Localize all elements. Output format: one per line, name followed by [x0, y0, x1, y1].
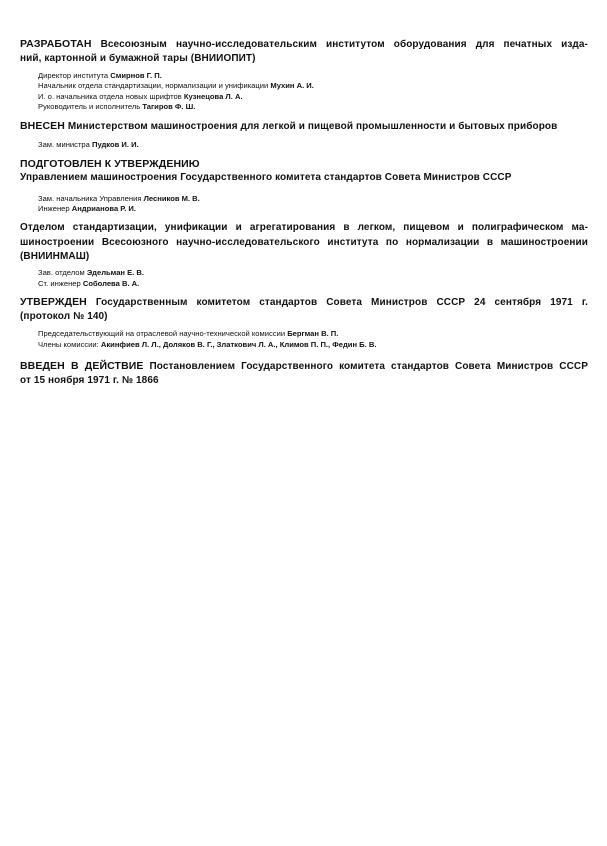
razrabotan-keyword: РАЗРАБОТАН	[20, 38, 92, 50]
name: Эдельман Е. В.	[86, 268, 144, 277]
otdelom-line-3: (ВНИИНМАШ)	[20, 251, 90, 262]
role: Зам. министра	[38, 140, 90, 149]
person-line	[38, 92, 243, 101]
person-line	[38, 140, 139, 149]
role: Председательствующий на отраслевой научно-технической комиссии	[38, 329, 286, 338]
role: Директор института	[38, 71, 109, 80]
utverzhden-keyword: УТВЕРЖДЕН	[20, 296, 87, 308]
podgotovlen-heading	[20, 158, 200, 170]
razrabotan-text: Всесоюзным научно-исследовательским институтом оборудования для печатных изда-	[100, 39, 588, 50]
role: Зав. отделом	[38, 268, 85, 277]
name: Акинфиев Л. Л., Доляков В. Г., Златкович Л. А., Климов П. П., Федин Б. В.	[100, 340, 377, 349]
name: Бергман В. П.	[287, 329, 339, 338]
person-line	[38, 340, 376, 349]
person-line	[38, 268, 144, 277]
name: Соболева В. А.	[82, 279, 140, 288]
vveden-keyword: ВВЕДЕН В ДЕЙСТВИЕ	[20, 360, 144, 372]
name: Мухин А. И.	[270, 81, 314, 90]
role: Члены комиссии:	[38, 340, 99, 349]
vveden-line-1	[20, 360, 588, 372]
role: Зам. начальника Управления	[38, 194, 142, 203]
razrabotan-line-2: ний, картонной и бумажной тары (ВНИИОПИТ)	[20, 53, 256, 64]
role: Начальник отдела стандартизации, нормализации и унификации	[38, 81, 269, 90]
utverzhden-line-1	[20, 296, 588, 308]
role: И. о. начальника отдела новых шрифтов	[38, 92, 182, 101]
name: Пудков И. И.	[92, 140, 139, 149]
vveden-line-2: от 15 ноября 1971 г. № 1866	[20, 375, 159, 386]
vnesen-text: Министерством машиностроения для легкой и пищевой промышленности и бытовых приборов	[67, 121, 558, 132]
podgotovlen-line-1: Управлением машиностроения Государственного комитета стандартов Совета Министров СССР	[20, 172, 512, 183]
role: Руководитель и исполнитель	[38, 102, 141, 111]
person-line	[38, 204, 136, 213]
person-line	[38, 194, 200, 203]
person-line	[38, 329, 338, 338]
person-line	[38, 279, 139, 288]
utverzhden-text: Государственным комитетом стандартов Совета Министров СССР 24 сентября 1971 г.	[95, 297, 588, 308]
otdelom-line-2: шиностроении Всесоюзного научно-исследовательского института по нормализации в машиностроении	[20, 237, 588, 248]
vnesen-keyword: ВНЕСЕН	[20, 120, 65, 132]
role: Инженер	[38, 204, 70, 213]
name: Лесников М. В.	[143, 194, 200, 203]
podgotovlen-keyword: ПОДГОТОВЛЕН К УТВЕРЖДЕНИЮ	[20, 158, 200, 170]
vnesen-line-1	[20, 120, 557, 132]
vveden-text: Постановлением Государственного комитета стандартов Совета Министров СССР	[149, 361, 588, 372]
razrabotan-line-1	[20, 38, 588, 50]
person-line	[38, 71, 162, 80]
person-line	[38, 81, 314, 90]
name: Тагиров Ф. Ш.	[142, 102, 196, 111]
name: Кузнецова Л. А.	[183, 92, 243, 101]
role: Ст. инженер	[38, 279, 81, 288]
person-line	[38, 102, 195, 111]
name: Смирнов Г. П.	[110, 71, 162, 80]
name: Андрианова Р. И.	[71, 204, 136, 213]
otdelom-line-1: Отделом стандартизации, унификации и агрегатирования в легком, пищевом и полиграфическом ма-	[20, 222, 588, 233]
utverzhden-line-2: (протокол № 140)	[20, 311, 108, 322]
